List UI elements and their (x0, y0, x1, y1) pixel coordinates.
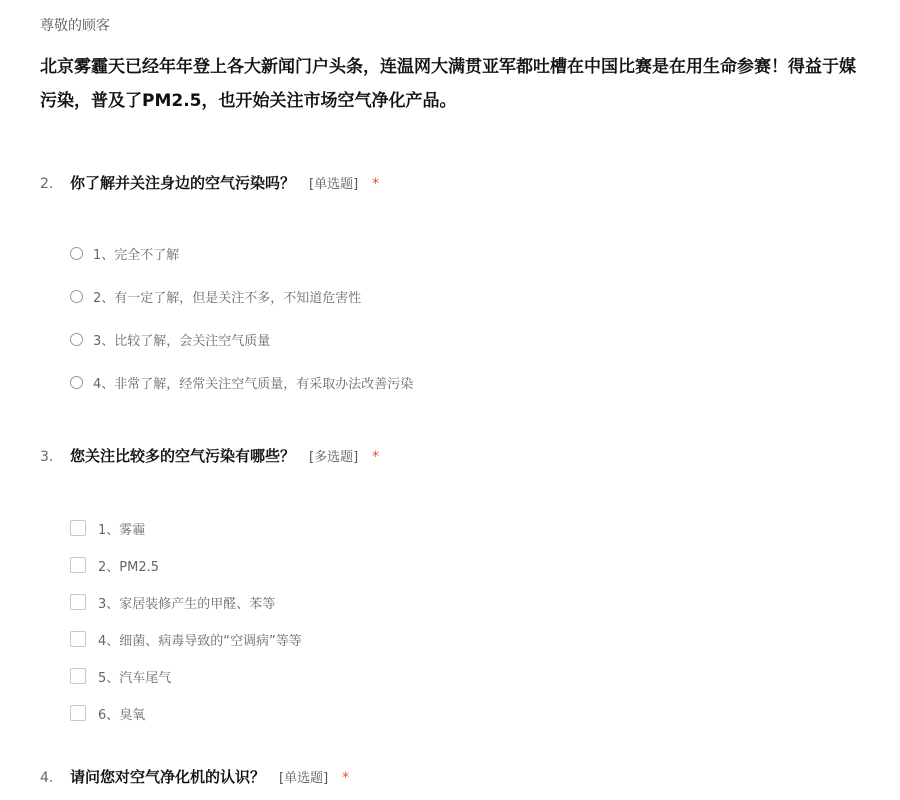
required-mark: * (372, 449, 380, 465)
question-number: 4. (40, 770, 54, 786)
question-type: [多选题] (309, 450, 359, 465)
checkbox-option[interactable] (70, 554, 159, 576)
radio-option[interactable] (70, 285, 361, 307)
radio-option[interactable] (70, 242, 179, 264)
option-label: 1、雾霾 (98, 522, 146, 538)
checkbox-option[interactable] (70, 517, 145, 539)
option-label: 1、完全不了解 (93, 247, 180, 263)
question-type: [单选题] (309, 177, 359, 192)
option-label: 4、细菌、病毒导致的“空调病”等等 (98, 633, 302, 649)
intro-line-2: 污染，普及了PM2.5，也开始关注市场空气净化产品。 (40, 91, 457, 111)
checkbox[interactable] (70, 520, 86, 536)
intro-paragraph (40, 50, 900, 118)
greeting-text: 尊敬的顾客 (40, 18, 110, 34)
checkbox[interactable] (70, 594, 86, 610)
required-mark: * (372, 176, 380, 192)
question-title: 请问您对空气净化机的认识？ (70, 768, 266, 786)
question-number: 3. (40, 449, 54, 465)
radio-button[interactable] (70, 333, 83, 346)
radio-button[interactable] (70, 376, 83, 389)
checkbox-option[interactable] (70, 628, 302, 650)
question-4 (40, 766, 900, 796)
question-title: 你了解并关注身边的空气污染吗？ (70, 174, 296, 192)
checkbox[interactable] (70, 668, 86, 684)
question-header (40, 172, 900, 196)
option-label: 3、比较了解，会关注空气质量 (93, 333, 271, 349)
checkbox[interactable] (70, 705, 86, 721)
radio-option[interactable] (70, 371, 413, 393)
option-label: 6、臭氧 (98, 707, 146, 723)
question-type: [单选题] (279, 771, 329, 786)
checkbox[interactable] (70, 631, 86, 647)
question-header (40, 445, 900, 469)
checkbox-option[interactable] (70, 702, 145, 724)
question-title: 您关注比较多的空气污染有哪些？ (70, 447, 296, 465)
radio-button[interactable] (70, 247, 83, 260)
question-2 (40, 172, 900, 402)
radio-button[interactable] (70, 290, 83, 303)
checkbox-option[interactable] (70, 591, 275, 613)
checkbox[interactable] (70, 557, 86, 573)
option-label: 3、家居装修产生的甲醛、苯等 (98, 596, 276, 612)
checkbox-option[interactable] (70, 665, 171, 687)
radio-option[interactable] (70, 328, 270, 350)
option-label: 5、汽车尾气 (98, 670, 172, 686)
option-label: 2、有一定了解，但是关注不多，不知道危害性 (93, 290, 362, 306)
question-number: 2. (40, 176, 54, 192)
intro-line-1: 北京雾霾天已经年年登上各大新闻门户头条，连温网大满贯亚军都吐槽在中国比赛是在用生命参赛！得益于媒 (40, 57, 856, 77)
question-3 (40, 445, 900, 735)
required-mark: * (342, 770, 350, 786)
option-label: 4、非常了解，经常关注空气质量，有采取办法改善污染 (93, 376, 414, 392)
option-label: 2、PM2.5 (98, 559, 160, 575)
question-header (40, 766, 900, 790)
